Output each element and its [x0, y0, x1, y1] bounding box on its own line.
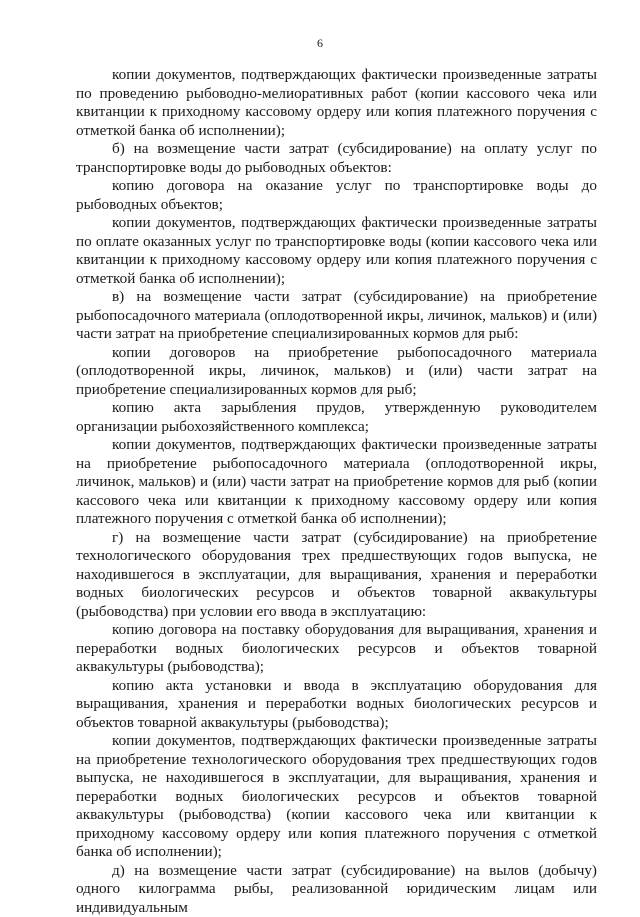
- paragraph: копии документов, подтверждающих фактически произведенные затраты по оплате оказанных услуг по транспортировке воды (копии кассового чека или квитанции к приходному кассовому ордеру или копия платежного поручения с отметкой банка об исполнении);: [76, 214, 597, 288]
- paragraph: копии документов, подтверждающих фактически произведенные затраты по проведению рыбоводно-мелиоративных работ (копии кассового чека или квитанции к приходному кассовому ордеру или копия платежного поручения с отметкой банка об исполнении);: [76, 66, 597, 140]
- paragraph: копию договора на оказание услуг по транспортировке воды до рыбоводных объектов;: [76, 177, 597, 214]
- paragraph: копии договоров на приобретение рыбопосадочного материала (оплодотворенной икры, личинок, мальков) и (или) части затрат на приобретение специализированных кормов для рыб;: [76, 344, 597, 400]
- paragraph: д) на возмещение части затрат (субсидирование) на вылов (добычу) одного килограмма рыбы, реализованной юридическим лицам или индивидуальным: [76, 862, 597, 917]
- paragraph: копии документов, подтверждающих фактически произведенные затраты на приобретение рыбопосадочного материала (оплодотворенной икры, личинок, мальков) и (или) части затрат на приобретение кормов для рыб (копии кассового чека или квитанции к приходному кассовому ордеру или копия платежного поручения с отметкой банка об исполнении);: [76, 436, 597, 529]
- paragraph: копию акта установки и ввода в эксплуатацию оборудования для выращивания, хранения и переработки водных биологических ресурсов и объектов товарной аквакультуры (рыбоводства);: [76, 677, 597, 733]
- paragraph: г) на возмещение части затрат (субсидирование) на приобретение технологического оборудования трех предшествующих годов выпуска, не находившегося в эксплуатации, для выращивания, хранения и переработки водных биологических ресурсов и объектов товарной аквакультуры (рыбоводства) при условии его ввода в эксплуатацию:: [76, 529, 597, 622]
- document-body: [76, 66, 597, 917]
- paragraph: копии документов, подтверждающих фактически произведенные затраты на приобретение технологического оборудования трех предшествующих годов выпуска, не находившегося в эксплуатации, для выращивания, хранения и переработки водных биологических ресурсов и объектов товарной аквакультуры (рыбоводства) (копии кассового чека или квитанции к приходному кассовому ордеру или копия платежного поручения с отметкой банка об исполнении);: [76, 732, 597, 862]
- paragraph: б) на возмещение части затрат (субсидирование) на оплату услуг по транспортировке воды до рыбоводных объектов:: [76, 140, 597, 177]
- paragraph: копию договора на поставку оборудования для выращивания, хранения и переработки водных биологических ресурсов и объектов товарной аквакультуры (рыбоводства);: [76, 621, 597, 677]
- page-number: 6: [0, 36, 640, 51]
- paragraph: копию акта зарыбления прудов, утвержденную руководителем организации рыбохозяйственного комплекса;: [76, 399, 597, 436]
- paragraph: в) на возмещение части затрат (субсидирование) на приобретение рыбопосадочного материала (оплодотворенной икры, личинок, мальков) и (или) части затрат на приобретение специализированных кормов для рыб:: [76, 288, 597, 344]
